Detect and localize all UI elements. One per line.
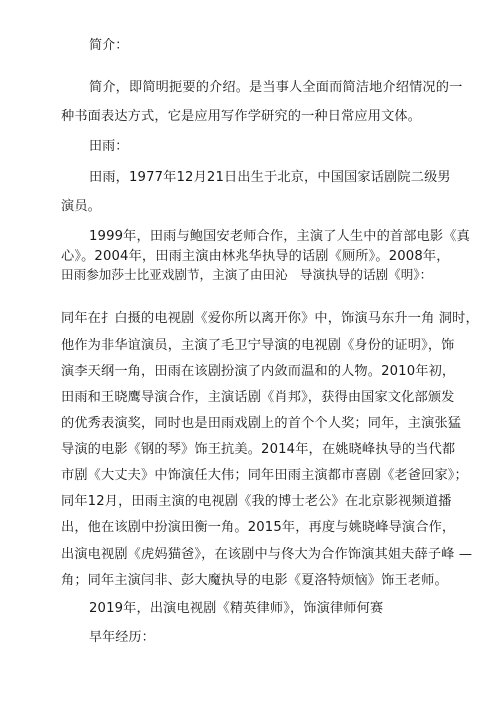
career-paragraph-line-12: 出，他在该剧中扮演田衡一角。2015年，再度与姚晓峰导演合作， (61, 520, 456, 535)
career-paragraph-line-14: 角；同年主演闫非、彭大魔执导的电影《夏洛特烦恼》饰王老师。 (61, 573, 448, 588)
career-paragraph-line-13: 出演电视剧《虎妈猫爸》，在该剧中与佟大为合作饰演其姐夫薛子峰 — (61, 547, 473, 562)
career-paragraph-line-3a: 田雨参加莎士比亚戏剧节，主演了由田沁 (61, 267, 288, 282)
early-life-heading: 早年经历： (89, 630, 155, 645)
career-paragraph-line-3b: 导演执导的话剧《明》： (300, 267, 433, 282)
tianyu-heading: 田雨： (89, 139, 129, 154)
intro-heading: 简介： (89, 38, 129, 53)
career-paragraph-line-8: 的优秀表演奖，同时也是田雨戏剧上的首个个人奖；同年，主演张猛 (61, 416, 462, 431)
intro-paragraph-line-2: 种书面表达方式，它是应用写作学研究的一种日常应用文体。 (61, 109, 422, 124)
career-paragraph-line-11: 同年12月，田雨主演的电视剧《我的博士老公》在北京影视频道播 (61, 494, 452, 509)
career-paragraph-line-15: 2019年，出演电视剧《精英律师》，饰演律师何赛 (89, 601, 384, 616)
career-paragraph-line-7: 田雨和王晓鹰导演合作，主演话剧《肖邦》，获得由国家文化部颁发 (61, 390, 455, 405)
career-paragraph-line-10: 市剧《大丈夫》中饰演任大伟；同年田雨主演都市喜剧《老爸回家》； (61, 468, 468, 483)
bio-paragraph-line-2: 演员。 (61, 199, 102, 214)
career-paragraph-line-2: 心》。2004年，田雨主演由林兆华执导的话剧《厕所》。2008年， (61, 249, 450, 264)
bio-paragraph-line-1: 田雨，1977年12月21日出生于北京，中国国家话剧院二级男 (89, 170, 451, 185)
intro-paragraph-line-1: 简介，即简明扼要的介绍。是当事人全面而简洁地介绍情况的一 (89, 80, 463, 95)
career-paragraph-line-1: 1999年，田雨与鲍国安老师合作，主演了人生中的首部电影《真 (89, 229, 470, 244)
career-paragraph-line-9: 导演的电影《钢的琴》饰王抗美。2014年，在姚晓峰执导的当代都 (61, 442, 456, 457)
career-paragraph-line-4: 同年在扌白摄的电视剧《爱你所以离开你》中，饰演马东升一角 洞时， (61, 311, 479, 326)
career-paragraph-line-6: 演李天纲一角，田雨在该剧扮演了内敛而温和的人物。2010年初， (61, 364, 456, 379)
career-paragraph-line-5: 他作为非华谊演员，主演了毛卫宁导演的电视剧《身份的证明》，饰 (61, 338, 455, 353)
